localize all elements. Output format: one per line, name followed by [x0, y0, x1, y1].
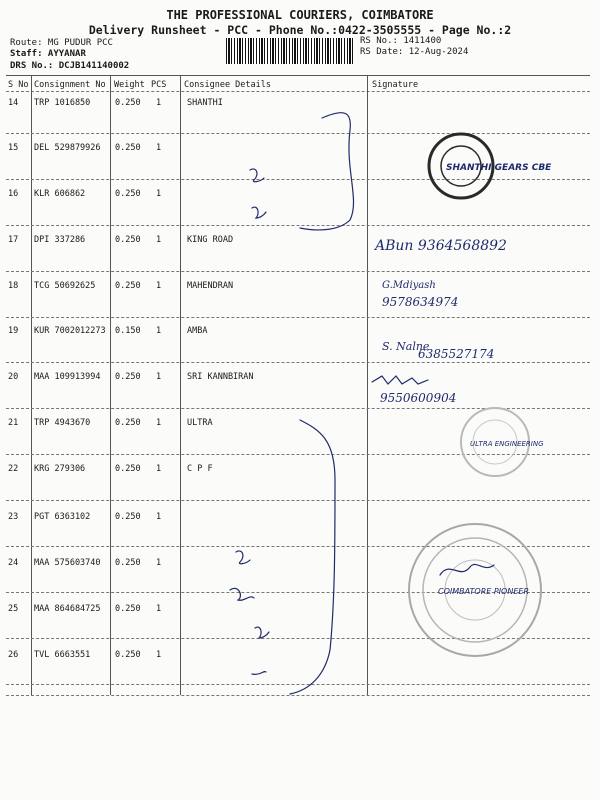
col-header-weight: Weight — [114, 80, 145, 90]
row-pcs: 1 — [156, 281, 162, 291]
row-consignee: AMBA — [187, 326, 208, 336]
column-divider — [180, 75, 181, 695]
row-pcs: 1 — [156, 326, 162, 336]
row-weight: 0.250 — [115, 189, 141, 199]
row-separator — [6, 638, 590, 639]
row-separator — [6, 592, 590, 593]
route-label: Route: MG PUDUR PCC — [10, 38, 113, 48]
row-separator — [6, 454, 590, 455]
row-pcs: 1 — [156, 235, 162, 245]
row-sno: 16 — [8, 189, 19, 199]
row-sno: 26 — [8, 650, 19, 660]
row-consignee: SHANTHI — [187, 98, 223, 108]
stamp-seal — [429, 134, 552, 198]
row-sno: 22 — [8, 464, 19, 474]
stamp-text: SHANTHI GEARS CBE — [446, 163, 552, 173]
handwritten-mark — [252, 672, 266, 675]
row-consignment: MAA 575603740 — [34, 558, 101, 568]
row-separator — [6, 408, 590, 409]
table-top-border — [6, 75, 590, 76]
handwritten-bracket — [290, 420, 335, 694]
stamp-text: COIMBATORE PIONEER — [438, 587, 529, 596]
drs-number: DRS No.: DCJB141140002 — [10, 61, 130, 71]
row-weight: 0.250 — [115, 418, 141, 428]
row-consignment: TRP 1016850 — [34, 98, 91, 108]
row-weight: 0.250 — [115, 143, 141, 153]
handwritten-phone-row19: 6385527174 — [418, 347, 495, 361]
row-consignment: TCG 50692625 — [34, 281, 96, 291]
stamp-seal — [461, 408, 544, 476]
row-weight: 0.250 — [115, 235, 141, 245]
row-separator — [6, 500, 590, 501]
row-weight: 0.250 — [115, 281, 141, 291]
row-consignment: MAA 109913994 — [34, 372, 101, 382]
row-consignment: PGT 6363102 — [34, 512, 91, 522]
row-sno: 14 — [8, 98, 19, 108]
row-pcs: 1 — [156, 650, 162, 660]
row-weight: 0.250 — [115, 650, 141, 660]
row-weight: 0.250 — [115, 558, 141, 568]
row-consignment: MAA 864684725 — [34, 604, 101, 614]
row-pcs: 1 — [156, 418, 162, 428]
row-sno: 23 — [8, 512, 19, 522]
row-separator — [6, 271, 590, 272]
handwritten-mark — [230, 588, 254, 600]
runsheet-subtitle: Delivery Runsheet - PCC - Phone No.:0422-3505555 - Page No.:2 — [88, 23, 512, 37]
row-weight: 0.250 — [115, 604, 141, 614]
row-separator — [6, 225, 590, 226]
row-sno: 17 — [8, 235, 19, 245]
row-separator — [6, 133, 590, 134]
row-pcs: 1 — [156, 464, 162, 474]
row-consignment: KUR 7002012273 — [34, 326, 106, 336]
row-consignee: ULTRA — [187, 418, 213, 428]
handwritten-scribble — [372, 376, 428, 384]
rs-number: RS No.: 1411400 — [360, 36, 442, 46]
column-divider — [110, 75, 111, 695]
row-consignee: MAHENDRAN — [187, 281, 234, 291]
row-weight: 0.250 — [115, 464, 141, 474]
row-separator — [6, 179, 590, 180]
row-consignee: C P F — [187, 464, 213, 474]
row-weight: 0.250 — [115, 98, 141, 108]
row-sno: 24 — [8, 558, 19, 568]
col-header-pcs: PCS — [151, 80, 167, 90]
row-sno: 25 — [8, 604, 19, 614]
row-pcs: 1 — [156, 372, 162, 382]
col-header-consignment: Consignment No — [34, 80, 106, 90]
col-header-sno: S No — [8, 80, 29, 90]
row-pcs: 1 — [156, 558, 162, 568]
row-consignee: SRI KANNBIRAN — [187, 372, 254, 382]
row-consignment: KLR 606862 — [34, 189, 86, 199]
handwritten-name-row18: G.Mdiyash — [382, 280, 436, 291]
staff-label: Staff: AYYANAR — [10, 49, 86, 59]
handwritten-name-row19: S. Nalne — [382, 340, 430, 353]
handwritten-phone-row20: 9550600904 — [380, 391, 457, 405]
handwritten-signature-row17: ABun 9364568892 — [375, 238, 507, 254]
row-separator — [6, 362, 590, 363]
row-sno: 20 — [8, 372, 19, 382]
row-weight: 0.150 — [115, 326, 141, 336]
row-consignee: KING ROAD — [187, 235, 234, 245]
row-separator — [6, 684, 590, 685]
handwritten-phone-row18: 9578634974 — [382, 295, 459, 309]
row-separator — [6, 317, 590, 318]
handwritten-mark — [255, 627, 269, 638]
row-consignment: TVL 6663551 — [34, 650, 91, 660]
row-consignment: KRG 279306 — [34, 464, 86, 474]
barcode — [226, 38, 354, 64]
handwritten-bracket — [300, 113, 354, 230]
row-consignment: DEL 529879926 — [34, 143, 101, 153]
table-bottom-border — [6, 695, 590, 696]
row-pcs: 1 — [156, 512, 162, 522]
col-header-signature: Signature — [372, 80, 419, 90]
handwritten-mark — [252, 207, 266, 218]
row-separator — [6, 546, 590, 547]
row-weight: 0.250 — [115, 372, 141, 382]
row-sno: 18 — [8, 281, 19, 291]
handwritten-mark — [236, 551, 250, 564]
rs-date: RS Date: 12-Aug-2024 — [360, 47, 469, 57]
row-sno: 21 — [8, 418, 19, 428]
row-weight: 0.250 — [115, 512, 141, 522]
row-consignment: TRP 4943670 — [34, 418, 91, 428]
row-pcs: 1 — [156, 604, 162, 614]
header-separator — [6, 91, 590, 92]
row-pcs: 1 — [156, 189, 162, 199]
column-divider — [31, 75, 32, 695]
row-sno: 15 — [8, 143, 19, 153]
column-divider — [367, 75, 368, 695]
row-consignment: DPI 337286 — [34, 235, 86, 245]
stamp-text: ULTRA ENGINEERING — [470, 440, 544, 448]
row-pcs: 1 — [156, 98, 162, 108]
row-sno: 19 — [8, 326, 19, 336]
company-title: THE PROFESSIONAL COURIERS, COIMBATORE — [166, 8, 434, 22]
stamp-seal — [409, 524, 541, 656]
row-pcs: 1 — [156, 143, 162, 153]
col-header-consignee: Consignee Details — [184, 80, 271, 90]
